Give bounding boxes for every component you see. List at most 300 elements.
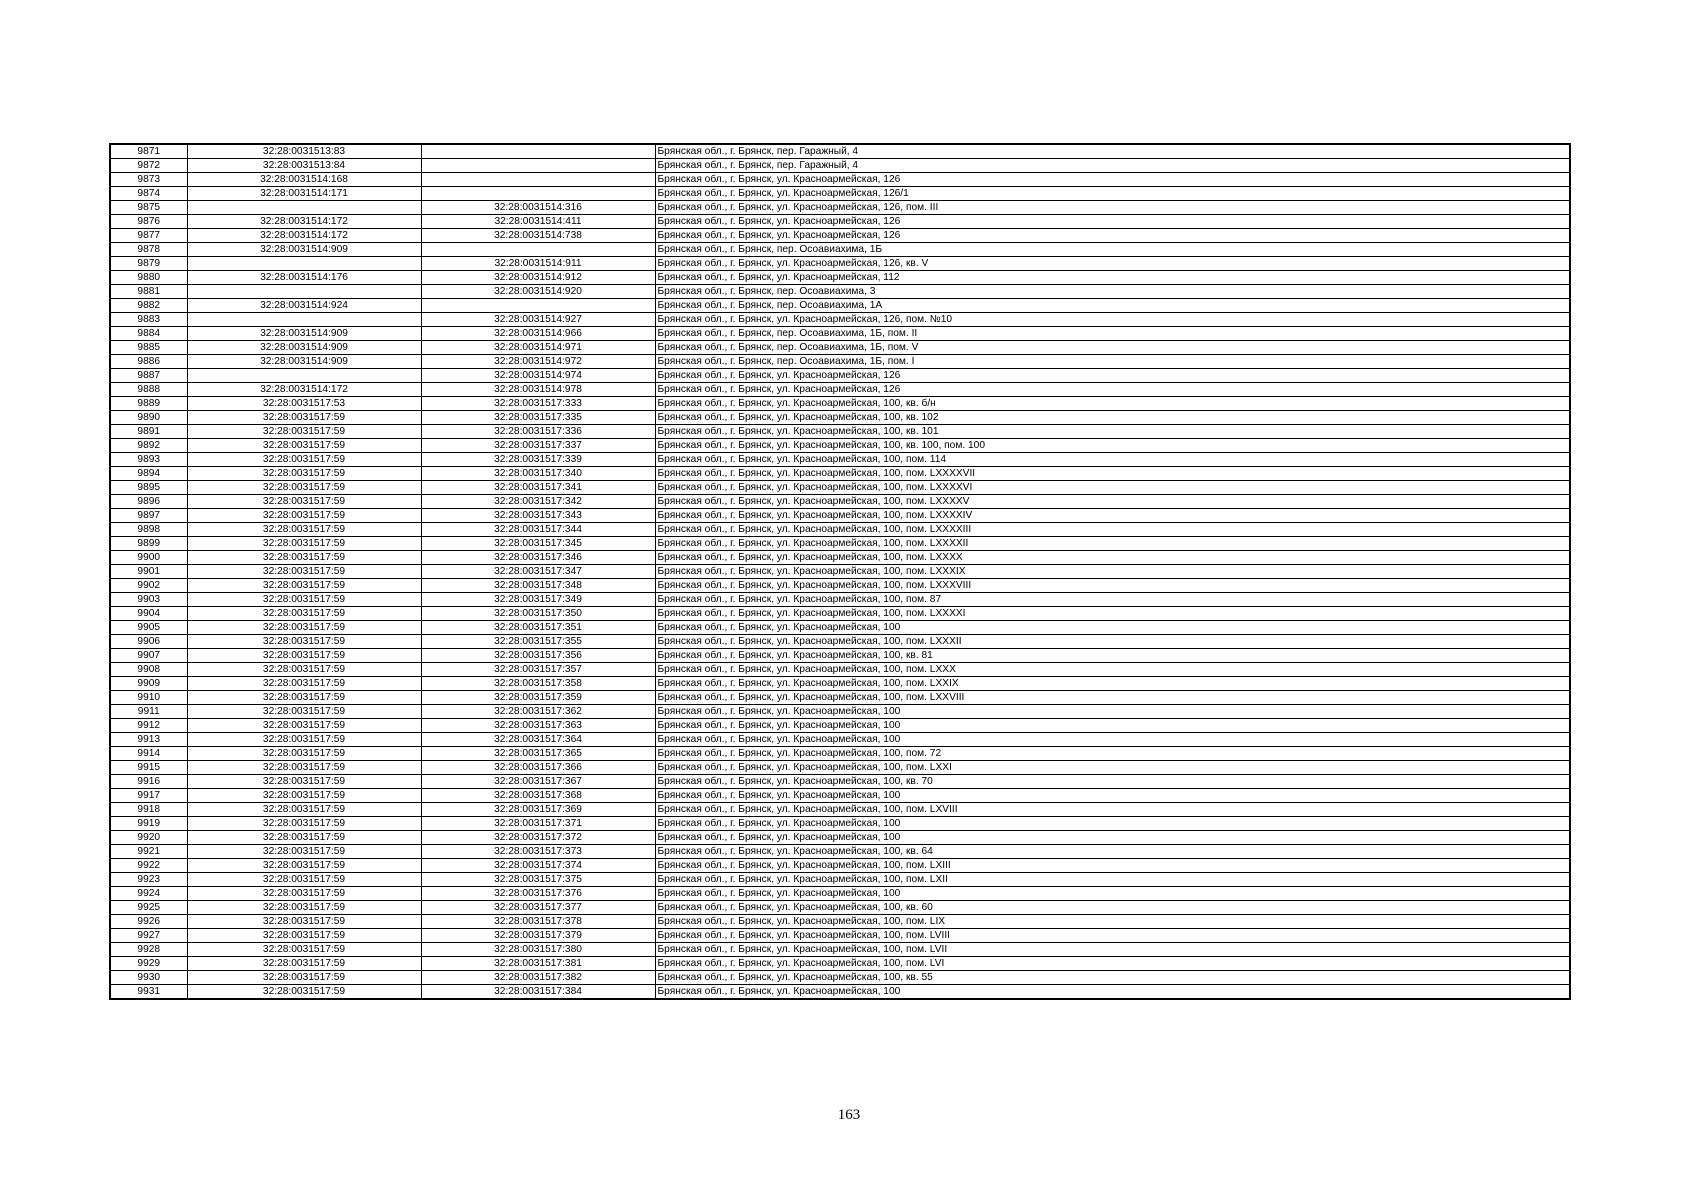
parent-cadastral-number-cell: 32:28:0031514:909: [187, 355, 421, 369]
cadastral-number-cell: 32:28:0031517:363: [421, 719, 655, 733]
address-cell: Брянская обл., г. Брянск, ул. Красноармейская, 100, пом. 72: [655, 747, 1570, 761]
cadastral-number-cell: 32:28:0031517:333: [421, 397, 655, 411]
cadastral-number-cell: 32:28:0031517:341: [421, 481, 655, 495]
cadastral-number-cell: 32:28:0031517:351: [421, 621, 655, 635]
cadastral-number-cell: 32:28:0031517:377: [421, 901, 655, 915]
address-cell: Брянская обл., г. Брянск, ул. Красноармейская, 100, пом. LXXXII: [655, 635, 1570, 649]
table-row: [110, 733, 1570, 747]
parent-cadastral-number-cell: [187, 369, 421, 383]
parent-cadastral-number-cell: 32:28:0031517:59: [187, 957, 421, 971]
parent-cadastral-number-cell: 32:28:0031517:59: [187, 649, 421, 663]
parent-cadastral-number-cell: 32:28:0031517:59: [187, 481, 421, 495]
cadastral-number-cell: 32:28:0031517:358: [421, 677, 655, 691]
parent-cadastral-number-cell: 32:28:0031517:59: [187, 635, 421, 649]
parent-cadastral-number-cell: 32:28:0031517:59: [187, 971, 421, 985]
row-number-cell: 9886: [110, 355, 187, 369]
table-row: [110, 929, 1570, 943]
cadastral-number-cell: [421, 299, 655, 313]
parent-cadastral-number-cell: 32:28:0031517:59: [187, 509, 421, 523]
parent-cadastral-number-cell: 32:28:0031517:59: [187, 425, 421, 439]
parent-cadastral-number-cell: 32:28:0031514:172: [187, 215, 421, 229]
parent-cadastral-number-cell: 32:28:0031514:172: [187, 383, 421, 397]
row-number-cell: 9900: [110, 551, 187, 565]
row-number-cell: 9873: [110, 173, 187, 187]
row-number-cell: 9905: [110, 621, 187, 635]
cadastral-number-cell: [421, 173, 655, 187]
cadastral-number-cell: 32:28:0031517:382: [421, 971, 655, 985]
parent-cadastral-number-cell: 32:28:0031517:59: [187, 831, 421, 845]
parent-cadastral-number-cell: 32:28:0031514:909: [187, 243, 421, 257]
table-row: [110, 621, 1570, 635]
row-number-cell: 9930: [110, 971, 187, 985]
table-row: [110, 439, 1570, 453]
table-row: [110, 817, 1570, 831]
row-number-cell: 9879: [110, 257, 187, 271]
row-number-cell: 9872: [110, 159, 187, 173]
row-number-cell: 9924: [110, 887, 187, 901]
address-cell: Брянская обл., г. Брянск, ул. Красноармейская, 100, кв. б/н: [655, 397, 1570, 411]
address-cell: Брянская обл., г. Брянск, пер. Осоавиахима, 1Б: [655, 243, 1570, 257]
cadastral-number-cell: 32:28:0031517:376: [421, 887, 655, 901]
parent-cadastral-number-cell: 32:28:0031517:59: [187, 887, 421, 901]
row-number-cell: 9907: [110, 649, 187, 663]
table-row: [110, 257, 1570, 271]
address-cell: Брянская обл., г. Брянск, ул. Красноармейская, 100, пом. LIX: [655, 915, 1570, 929]
cadastral-number-cell: 32:28:0031517:367: [421, 775, 655, 789]
row-number-cell: 9885: [110, 341, 187, 355]
cadastral-number-cell: [421, 144, 655, 159]
table-row: [110, 523, 1570, 537]
address-cell: Брянская обл., г. Брянск, ул. Красноармейская, 100: [655, 817, 1570, 831]
address-cell: Брянская обл., г. Брянск, ул. Красноармейская, 100: [655, 705, 1570, 719]
cadastral-number-cell: 32:28:0031514:920: [421, 285, 655, 299]
parent-cadastral-number-cell: 32:28:0031517:59: [187, 439, 421, 453]
cadastral-number-cell: 32:28:0031517:369: [421, 803, 655, 817]
table-row: [110, 565, 1570, 579]
row-number-cell: 9917: [110, 789, 187, 803]
cadastral-number-cell: 32:28:0031517:343: [421, 509, 655, 523]
address-cell: Брянская обл., г. Брянск, ул. Красноармейская, 100, пом. LXXXXI: [655, 607, 1570, 621]
address-cell: Брянская обл., г. Брянск, ул. Красноармейская, 112: [655, 271, 1570, 285]
table-row: [110, 481, 1570, 495]
row-number-cell: 9892: [110, 439, 187, 453]
row-number-cell: 9899: [110, 537, 187, 551]
address-cell: Брянская обл., г. Брянск, пер. Осоавиахима, 1Б, пом. II: [655, 327, 1570, 341]
address-cell: Брянская обл., г. Брянск, ул. Красноармейская, 100, пом. LXXXXIV: [655, 509, 1570, 523]
address-cell: Брянская обл., г. Брянск, ул. Красноармейская, 100, пом. LXXXIX: [655, 565, 1570, 579]
address-cell: Брянская обл., г. Брянск, ул. Красноармейская, 100, кв. 102: [655, 411, 1570, 425]
address-cell: Брянская обл., г. Брянск, пер. Гаражный, 4: [655, 144, 1570, 159]
address-cell: Брянская обл., г. Брянск, ул. Красноармейская, 100, пом. LVII: [655, 943, 1570, 957]
address-cell: Брянская обл., г. Брянск, ул. Красноармейская, 100, кв. 64: [655, 845, 1570, 859]
parent-cadastral-number-cell: 32:28:0031517:59: [187, 411, 421, 425]
address-cell: Брянская обл., г. Брянск, ул. Красноармейская, 100, пом. LXXI: [655, 761, 1570, 775]
row-number-cell: 9929: [110, 957, 187, 971]
parent-cadastral-number-cell: 32:28:0031517:59: [187, 803, 421, 817]
parent-cadastral-number-cell: 32:28:0031517:53: [187, 397, 421, 411]
table-row: [110, 537, 1570, 551]
parent-cadastral-number-cell: [187, 313, 421, 327]
row-number-cell: 9908: [110, 663, 187, 677]
table-row: [110, 593, 1570, 607]
row-number-cell: 9874: [110, 187, 187, 201]
table-row: [110, 887, 1570, 901]
address-cell: Брянская обл., г. Брянск, ул. Красноармейская, 100: [655, 831, 1570, 845]
cadastral-number-cell: [421, 159, 655, 173]
parent-cadastral-number-cell: 32:28:0031517:59: [187, 551, 421, 565]
cadastral-number-cell: 32:28:0031517:342: [421, 495, 655, 509]
address-cell: Брянская обл., г. Брянск, ул. Красноармейская, 100, пом. LXXXVIII: [655, 579, 1570, 593]
table-row: [110, 355, 1570, 369]
address-cell: Брянская обл., г. Брянск, ул. Красноармейская, 100: [655, 789, 1570, 803]
row-number-cell: 9926: [110, 915, 187, 929]
address-cell: Брянская обл., г. Брянск, ул. Красноармейская, 126: [655, 173, 1570, 187]
cadastral-number-cell: 32:28:0031514:738: [421, 229, 655, 243]
address-cell: Брянская обл., г. Брянск, ул. Красноармейская, 100, пом. LXXXXV: [655, 495, 1570, 509]
table-row: [110, 607, 1570, 621]
table-row: [110, 425, 1570, 439]
parent-cadastral-number-cell: 32:28:0031514:171: [187, 187, 421, 201]
address-cell: Брянская обл., г. Брянск, ул. Красноармейская, 126: [655, 383, 1570, 397]
cadastral-number-cell: 32:28:0031517:373: [421, 845, 655, 859]
cadastral-number-cell: 32:28:0031517:340: [421, 467, 655, 481]
row-number-cell: 9876: [110, 215, 187, 229]
parent-cadastral-number-cell: 32:28:0031517:59: [187, 453, 421, 467]
address-cell: Брянская обл., г. Брянск, ул. Красноармейская, 100: [655, 621, 1570, 635]
table-row: [110, 915, 1570, 929]
cadastral-number-cell: 32:28:0031514:316: [421, 201, 655, 215]
page-number: 163: [837, 1107, 861, 1123]
table-row: [110, 271, 1570, 285]
address-cell: Брянская обл., г. Брянск, ул. Красноармейская, 100, пом. LXVIII: [655, 803, 1570, 817]
table-row: [110, 579, 1570, 593]
address-cell: Брянская обл., г. Брянск, пер. Осоавиахима, 1Б, пом. V: [655, 341, 1570, 355]
address-cell: Брянская обл., г. Брянск, ул. Красноармейская, 100, пом. LXXXXIII: [655, 523, 1570, 537]
parent-cadastral-number-cell: 32:28:0031517:59: [187, 943, 421, 957]
row-number-cell: 9897: [110, 509, 187, 523]
address-cell: Брянская обл., г. Брянск, ул. Красноармейская, 126: [655, 369, 1570, 383]
cadastral-number-cell: 32:28:0031517:384: [421, 985, 655, 1000]
cadastral-number-cell: 32:28:0031517:365: [421, 747, 655, 761]
row-number-cell: 9878: [110, 243, 187, 257]
parent-cadastral-number-cell: 32:28:0031517:59: [187, 621, 421, 635]
address-cell: Брянская обл., г. Брянск, ул. Красноармейская, 100, пом. LXIII: [655, 859, 1570, 873]
cadastral-table: [109, 143, 1571, 1000]
row-number-cell: 9883: [110, 313, 187, 327]
parent-cadastral-number-cell: [187, 285, 421, 299]
parent-cadastral-number-cell: 32:28:0031517:59: [187, 565, 421, 579]
row-number-cell: 9901: [110, 565, 187, 579]
table-row: [110, 705, 1570, 719]
parent-cadastral-number-cell: 32:28:0031517:59: [187, 691, 421, 705]
row-number-cell: 9927: [110, 929, 187, 943]
table-row: [110, 243, 1570, 257]
table-row: [110, 831, 1570, 845]
cadastral-number-cell: 32:28:0031517:359: [421, 691, 655, 705]
parent-cadastral-number-cell: 32:28:0031517:59: [187, 705, 421, 719]
address-cell: Брянская обл., г. Брянск, ул. Красноармейская, 100, пом. LXXX: [655, 663, 1570, 677]
cadastral-number-cell: 32:28:0031517:362: [421, 705, 655, 719]
parent-cadastral-number-cell: 32:28:0031513:84: [187, 159, 421, 173]
table-row: [110, 467, 1570, 481]
address-cell: Брянская обл., г. Брянск, ул. Красноармейская, 126/1: [655, 187, 1570, 201]
cadastral-number-cell: 32:28:0031517:337: [421, 439, 655, 453]
cadastral-number-cell: 32:28:0031517:378: [421, 915, 655, 929]
parent-cadastral-number-cell: 32:28:0031517:59: [187, 901, 421, 915]
parent-cadastral-number-cell: 32:28:0031517:59: [187, 467, 421, 481]
address-cell: Брянская обл., г. Брянск, ул. Красноармейская, 100, пом. LVIII: [655, 929, 1570, 943]
parent-cadastral-number-cell: [187, 257, 421, 271]
parent-cadastral-number-cell: 32:28:0031517:59: [187, 733, 421, 747]
cadastral-number-cell: 32:28:0031517:339: [421, 453, 655, 467]
table-row: [110, 859, 1570, 873]
table-row: [110, 873, 1570, 887]
table-body: [110, 144, 1570, 999]
table-row: [110, 551, 1570, 565]
cadastral-number-cell: 32:28:0031517:371: [421, 817, 655, 831]
cadastral-number-cell: 32:28:0031517:348: [421, 579, 655, 593]
parent-cadastral-number-cell: 32:28:0031517:59: [187, 929, 421, 943]
row-number-cell: 9884: [110, 327, 187, 341]
parent-cadastral-number-cell: 32:28:0031517:59: [187, 663, 421, 677]
cadastral-number-cell: 32:28:0031517:350: [421, 607, 655, 621]
table-row: [110, 383, 1570, 397]
table-row: [110, 313, 1570, 327]
address-cell: Брянская обл., г. Брянск, ул. Красноармейская, 100, пом. LXXXXVII: [655, 467, 1570, 481]
address-cell: Брянская обл., г. Брянск, ул. Красноармейская, 100, пом. 114: [655, 453, 1570, 467]
table-row: [110, 775, 1570, 789]
cadastral-number-cell: [421, 243, 655, 257]
row-number-cell: 9894: [110, 467, 187, 481]
address-cell: Брянская обл., г. Брянск, ул. Красноармейская, 100, пом. LVI: [655, 957, 1570, 971]
row-number-cell: 9887: [110, 369, 187, 383]
row-number-cell: 9882: [110, 299, 187, 313]
table-row: [110, 901, 1570, 915]
row-number-cell: 9898: [110, 523, 187, 537]
table-row: [110, 509, 1570, 523]
row-number-cell: 9871: [110, 144, 187, 159]
table-row: [110, 397, 1570, 411]
address-cell: Брянская обл., г. Брянск, ул. Красноармейская, 126, пом. III: [655, 201, 1570, 215]
parent-cadastral-number-cell: 32:28:0031517:59: [187, 817, 421, 831]
row-number-cell: 9931: [110, 985, 187, 1000]
table-row: [110, 299, 1570, 313]
cadastral-number-cell: 32:28:0031517:355: [421, 635, 655, 649]
row-number-cell: 9890: [110, 411, 187, 425]
table-row: [110, 985, 1570, 1000]
address-cell: Брянская обл., г. Брянск, ул. Красноармейская, 100, кв. 70: [655, 775, 1570, 789]
cadastral-number-cell: 32:28:0031517:366: [421, 761, 655, 775]
address-cell: Брянская обл., г. Брянск, ул. Красноармейская, 126: [655, 215, 1570, 229]
table-row: [110, 144, 1570, 159]
address-cell: Брянская обл., г. Брянск, ул. Красноармейская, 100, пом. LXXXX: [655, 551, 1570, 565]
address-cell: Брянская обл., г. Брянск, ул. Красноармейская, 100, пом. LXII: [655, 873, 1570, 887]
parent-cadastral-number-cell: 32:28:0031517:59: [187, 677, 421, 691]
cadastral-number-cell: 32:28:0031517:356: [421, 649, 655, 663]
parent-cadastral-number-cell: 32:28:0031517:59: [187, 579, 421, 593]
table-row: [110, 159, 1570, 173]
table-row: [110, 789, 1570, 803]
table-row: [110, 215, 1570, 229]
table-row: [110, 453, 1570, 467]
parent-cadastral-number-cell: 32:28:0031514:168: [187, 173, 421, 187]
address-cell: Брянская обл., г. Брянск, ул. Красноармейская, 100: [655, 719, 1570, 733]
address-cell: Брянская обл., г. Брянск, ул. Красноармейская, 100, пом. 87: [655, 593, 1570, 607]
row-number-cell: 9896: [110, 495, 187, 509]
row-number-cell: 9877: [110, 229, 187, 243]
row-number-cell: 9904: [110, 607, 187, 621]
table-row: [110, 971, 1570, 985]
cadastral-number-cell: 32:28:0031514:411: [421, 215, 655, 229]
parent-cadastral-number-cell: 32:28:0031517:59: [187, 789, 421, 803]
table-row: [110, 327, 1570, 341]
address-cell: Брянская обл., г. Брянск, пер. Осоавиахима, 1Б, пом. I: [655, 355, 1570, 369]
table-row: [110, 719, 1570, 733]
parent-cadastral-number-cell: 32:28:0031517:59: [187, 859, 421, 873]
cadastral-number-cell: 32:28:0031514:978: [421, 383, 655, 397]
parent-cadastral-number-cell: [187, 201, 421, 215]
cadastral-number-cell: [421, 187, 655, 201]
cadastral-number-cell: 32:28:0031517:344: [421, 523, 655, 537]
table-row: [110, 495, 1570, 509]
address-cell: Брянская обл., г. Брянск, ул. Красноармейская, 100, кв. 55: [655, 971, 1570, 985]
cadastral-number-cell: 32:28:0031514:912: [421, 271, 655, 285]
table-row: [110, 649, 1570, 663]
address-cell: Брянская обл., г. Брянск, ул. Красноармейская, 100, пом. LXXVIII: [655, 691, 1570, 705]
row-number-cell: 9911: [110, 705, 187, 719]
cadastral-number-cell: 32:28:0031514:971: [421, 341, 655, 355]
cadastral-number-cell: 32:28:0031517:349: [421, 593, 655, 607]
cadastral-number-cell: 32:28:0031514:911: [421, 257, 655, 271]
table-row: [110, 747, 1570, 761]
table-row: [110, 173, 1570, 187]
table-row: [110, 285, 1570, 299]
row-number-cell: 9923: [110, 873, 187, 887]
table-row: [110, 845, 1570, 859]
row-number-cell: 9913: [110, 733, 187, 747]
address-cell: Брянская обл., г. Брянск, пер. Осоавиахима, 3: [655, 285, 1570, 299]
table-row: [110, 201, 1570, 215]
parent-cadastral-number-cell: 32:28:0031517:59: [187, 761, 421, 775]
cadastral-number-cell: 32:28:0031517:335: [421, 411, 655, 425]
parent-cadastral-number-cell: 32:28:0031517:59: [187, 775, 421, 789]
cadastral-number-cell: 32:28:0031514:927: [421, 313, 655, 327]
address-cell: Брянская обл., г. Брянск, ул. Красноармейская, 100, кв. 81: [655, 649, 1570, 663]
parent-cadastral-number-cell: 32:28:0031517:59: [187, 607, 421, 621]
parent-cadastral-number-cell: 32:28:0031517:59: [187, 523, 421, 537]
address-cell: Брянская обл., г. Брянск, ул. Красноармейская, 100, кв. 100, пом. 100: [655, 439, 1570, 453]
cadastral-number-cell: 32:28:0031517:374: [421, 859, 655, 873]
parent-cadastral-number-cell: 32:28:0031517:59: [187, 719, 421, 733]
row-number-cell: 9903: [110, 593, 187, 607]
row-number-cell: 9902: [110, 579, 187, 593]
address-cell: Брянская обл., г. Брянск, ул. Красноармейская, 100: [655, 985, 1570, 1000]
row-number-cell: 9925: [110, 901, 187, 915]
row-number-cell: 9875: [110, 201, 187, 215]
parent-cadastral-number-cell: 32:28:0031517:59: [187, 873, 421, 887]
row-number-cell: 9906: [110, 635, 187, 649]
parent-cadastral-number-cell: 32:28:0031514:909: [187, 327, 421, 341]
row-number-cell: 9915: [110, 761, 187, 775]
address-cell: Брянская обл., г. Брянск, ул. Красноармейская, 126, кв. V: [655, 257, 1570, 271]
table-row: [110, 187, 1570, 201]
cadastral-number-cell: 32:28:0031517:346: [421, 551, 655, 565]
table-row: [110, 803, 1570, 817]
address-cell: Брянская обл., г. Брянск, пер. Осоавиахима, 1А: [655, 299, 1570, 313]
cadastral-number-cell: 32:28:0031517:375: [421, 873, 655, 887]
table-row: [110, 229, 1570, 243]
address-cell: Брянская обл., г. Брянск, ул. Красноармейская, 100, пом. LXXXXVI: [655, 481, 1570, 495]
table-row: [110, 943, 1570, 957]
address-cell: Брянская обл., г. Брянск, ул. Красноармейская, 100, пом. LXXXXII: [655, 537, 1570, 551]
row-number-cell: 9893: [110, 453, 187, 467]
row-number-cell: 9919: [110, 817, 187, 831]
row-number-cell: 9914: [110, 747, 187, 761]
cadastral-number-cell: 32:28:0031517:368: [421, 789, 655, 803]
table-row: [110, 369, 1570, 383]
cadastral-number-cell: 32:28:0031514:974: [421, 369, 655, 383]
parent-cadastral-number-cell: 32:28:0031514:909: [187, 341, 421, 355]
table-row: [110, 691, 1570, 705]
table-row: [110, 341, 1570, 355]
row-number-cell: 9881: [110, 285, 187, 299]
row-number-cell: 9888: [110, 383, 187, 397]
cadastral-number-cell: 32:28:0031514:966: [421, 327, 655, 341]
row-number-cell: 9921: [110, 845, 187, 859]
parent-cadastral-number-cell: 32:28:0031517:59: [187, 845, 421, 859]
row-number-cell: 9918: [110, 803, 187, 817]
table-row: [110, 635, 1570, 649]
address-cell: Брянская обл., г. Брянск, пер. Гаражный, 4: [655, 159, 1570, 173]
row-number-cell: 9922: [110, 859, 187, 873]
row-number-cell: 9909: [110, 677, 187, 691]
row-number-cell: 9910: [110, 691, 187, 705]
row-number-cell: 9920: [110, 831, 187, 845]
table-row: [110, 411, 1570, 425]
parent-cadastral-number-cell: 32:28:0031514:176: [187, 271, 421, 285]
cadastral-number-cell: 32:28:0031517:380: [421, 943, 655, 957]
address-cell: Брянская обл., г. Брянск, ул. Красноармейская, 100: [655, 887, 1570, 901]
cadastral-number-cell: 32:28:0031517:372: [421, 831, 655, 845]
address-cell: Брянская обл., г. Брянск, ул. Красноармейская, 100, кв. 101: [655, 425, 1570, 439]
cadastral-number-cell: 32:28:0031517:357: [421, 663, 655, 677]
row-number-cell: 9891: [110, 425, 187, 439]
address-cell: Брянская обл., г. Брянск, ул. Красноармейская, 100, кв. 60: [655, 901, 1570, 915]
row-number-cell: 9880: [110, 271, 187, 285]
cadastral-number-cell: 32:28:0031517:345: [421, 537, 655, 551]
parent-cadastral-number-cell: 32:28:0031517:59: [187, 537, 421, 551]
cadastral-number-cell: 32:28:0031517:364: [421, 733, 655, 747]
address-cell: Брянская обл., г. Брянск, ул. Красноармейская, 100: [655, 733, 1570, 747]
parent-cadastral-number-cell: 32:28:0031517:59: [187, 985, 421, 1000]
address-cell: Брянская обл., г. Брянск, ул. Красноармейская, 126: [655, 229, 1570, 243]
table-row: [110, 957, 1570, 971]
parent-cadastral-number-cell: 32:28:0031517:59: [187, 747, 421, 761]
cadastral-number-cell: 32:28:0031517:379: [421, 929, 655, 943]
parent-cadastral-number-cell: 32:28:0031514:924: [187, 299, 421, 313]
row-number-cell: 9889: [110, 397, 187, 411]
cadastral-number-cell: 32:28:0031514:972: [421, 355, 655, 369]
parent-cadastral-number-cell: 32:28:0031513:83: [187, 144, 421, 159]
address-cell: Брянская обл., г. Брянск, ул. Красноармейская, 100, пом. LXXIX: [655, 677, 1570, 691]
table-row: [110, 677, 1570, 691]
parent-cadastral-number-cell: 32:28:0031517:59: [187, 495, 421, 509]
cadastral-number-cell: 32:28:0031517:381: [421, 957, 655, 971]
table-row: [110, 761, 1570, 775]
parent-cadastral-number-cell: 32:28:0031517:59: [187, 915, 421, 929]
row-number-cell: 9895: [110, 481, 187, 495]
row-number-cell: 9916: [110, 775, 187, 789]
